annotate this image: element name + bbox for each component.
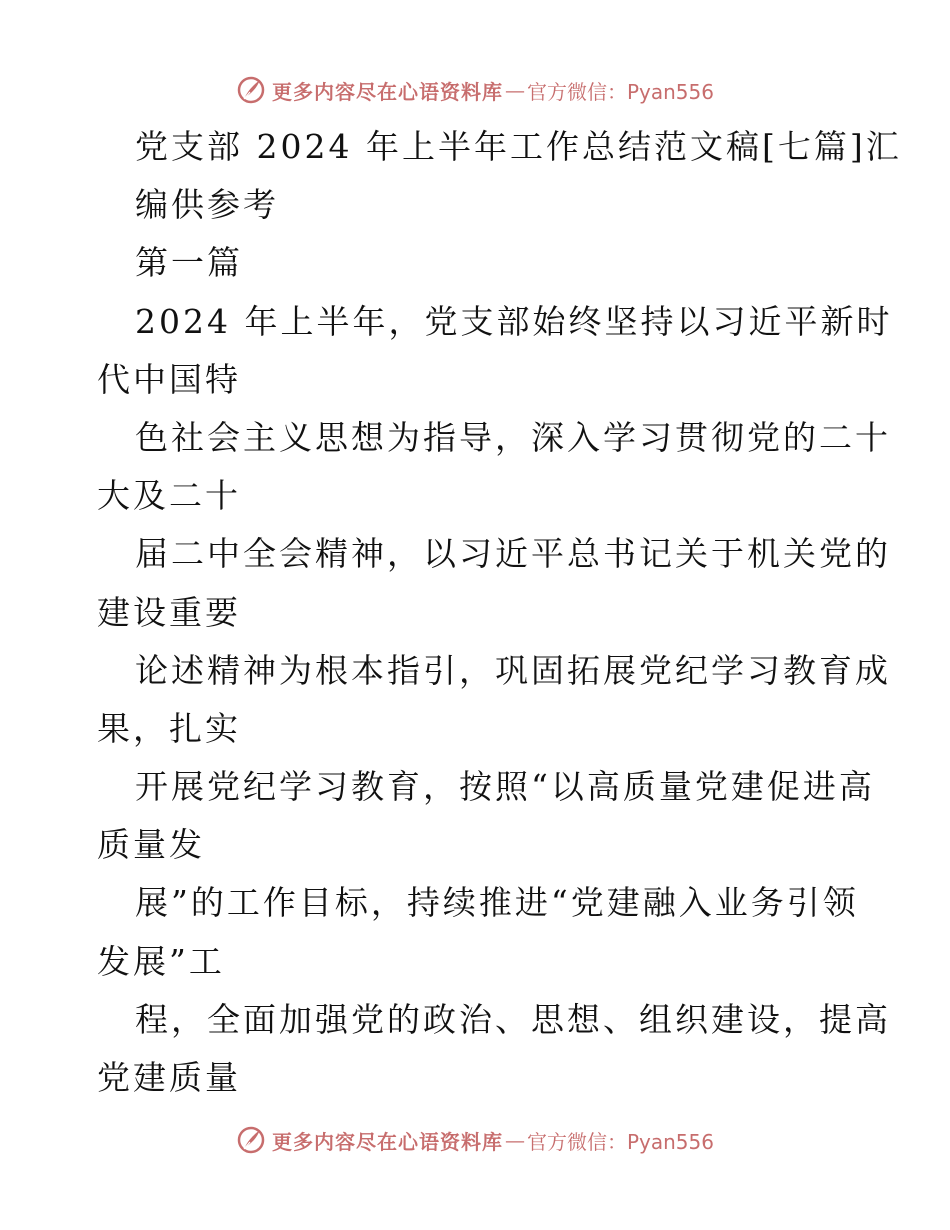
- body-line: 代中国特: [97, 359, 241, 399]
- footer-contact-text: 官方微信：Pyan556: [526, 1129, 714, 1154]
- body-line: 色社会主义思想为指导，深入学习贯彻党的二十: [135, 417, 891, 457]
- body-line: 程，全面加强党的政治、思想、组织建设，提高: [135, 999, 891, 1039]
- section-heading: 第一篇: [135, 243, 243, 283]
- quill-logo-icon: [236, 75, 266, 105]
- body-line: 发展”工: [97, 941, 225, 981]
- body-line: 果，扎实: [97, 708, 241, 748]
- footer-watermark: [0, 1120, 950, 1160]
- body-line: 届二中全会精神，以习近平总书记关于机关党的: [135, 534, 891, 574]
- document-title-line-2: 编供参考: [135, 185, 279, 225]
- body-line: 论述精神为根本指引，巩固拓展党纪学习教育成: [135, 650, 891, 690]
- body-line: 质量发: [97, 825, 205, 865]
- header-brand-text: 更多内容尽在心语资料库: [271, 79, 503, 104]
- header-contact-text: 官方微信：Pyan556: [526, 79, 714, 104]
- body-line: 开展党纪学习教育，按照“以高质量党建促进高: [135, 767, 875, 807]
- footer-dash: —: [504, 1128, 525, 1152]
- header-watermark: [0, 70, 950, 110]
- footer-brand-text: 更多内容尽在心语资料库: [271, 1129, 503, 1154]
- body-line: 2024 年上半年，党支部始终坚持以习近平新时: [135, 301, 893, 341]
- body-line: 党建质量: [97, 1058, 241, 1097]
- document-title-line-1: 党支部 2024 年上半年工作总结范文稿[七篇]汇: [135, 127, 902, 166]
- document-body: [97, 118, 902, 1107]
- quill-logo-icon: [236, 1125, 266, 1155]
- body-line: 大及二十: [97, 476, 241, 516]
- body-line: 展”的工作目标，持续推进“党建融入业务引领: [135, 883, 859, 923]
- header-dash: —: [504, 78, 525, 102]
- body-line: 建设重要: [97, 592, 241, 632]
